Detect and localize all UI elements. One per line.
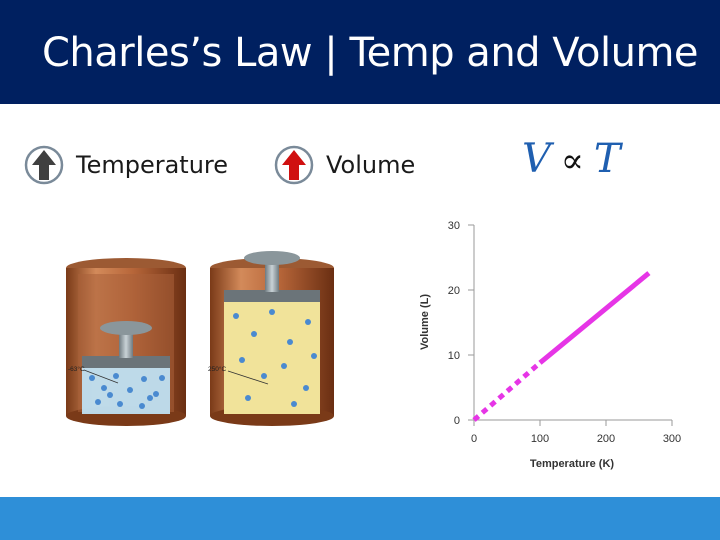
formula-volume-symbol: V — [522, 136, 551, 182]
charles-law-chart — [408, 205, 708, 480]
footer-bar — [0, 497, 720, 540]
y-axis-label: Volume (L) — [419, 293, 431, 351]
y-tick-label: 10 — [447, 350, 460, 362]
hot-temperature-label: 250°C — [208, 366, 227, 373]
data-line — [540, 273, 649, 363]
cold-temperature-label: -63°C — [68, 366, 85, 373]
x-tick-label: 100 — [530, 433, 550, 445]
volume-label: Volume — [326, 151, 416, 179]
temperature-label: Temperature — [76, 151, 229, 179]
cylinder-illustration — [58, 238, 348, 428]
arrow-up-icon — [274, 145, 314, 185]
temperature-indicator — [24, 143, 228, 187]
cold-cylinder — [66, 258, 186, 426]
proportionality-formula — [522, 136, 621, 182]
x-tick-label: 0 — [470, 433, 478, 445]
extrapolated-line — [474, 363, 540, 420]
x-tick-label: 300 — [662, 433, 682, 445]
y-tick-label: 0 — [453, 415, 460, 427]
formula-temperature-symbol: T — [593, 136, 621, 182]
slide-title: Charles’s Law | Temp and Volume — [42, 30, 699, 76]
hot-cylinder — [210, 251, 334, 426]
proportional-symbol: ∝ — [560, 141, 584, 181]
x-tick-label: 200 — [596, 433, 616, 445]
volume-indicator — [274, 143, 415, 187]
x-axis-label: Temperature (K) — [529, 458, 615, 470]
y-tick-label: 20 — [447, 285, 460, 297]
arrow-up-icon — [24, 145, 64, 185]
title-bar — [0, 0, 720, 104]
y-tick-label: 30 — [447, 220, 460, 232]
